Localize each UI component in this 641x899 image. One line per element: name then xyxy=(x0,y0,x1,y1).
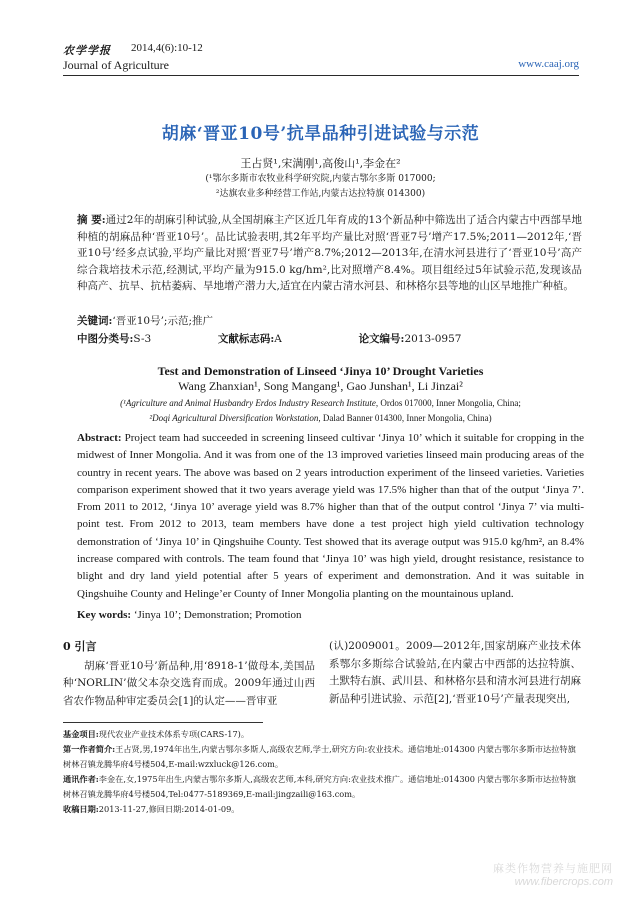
affiliation-en-1: (¹Agriculture and Animal Husbandry Erdos Industry Research Institute, Ordos 017000, Inner Mongolia, China; xyxy=(120,398,521,408)
doc-code-value: A xyxy=(274,333,282,345)
journal-issue: 2014,4(6):10-12 xyxy=(131,42,203,54)
journal-website-link[interactable]: www.caaj.org xyxy=(518,58,579,70)
footnote-divider xyxy=(63,722,263,723)
clc-value: S-3 xyxy=(133,333,152,345)
watermark xyxy=(453,860,613,888)
abstract-en-label: Abstract: xyxy=(77,432,122,444)
paper-id-label: 论文编号: xyxy=(358,333,405,345)
intro-paragraph-left: 胡麻‘晋亚10号’新品种,用‘8918-1’做母本,美国品种‘NORLIN’做父本杂交选育而成。2009年通过山西省农作物品种审定委员会[1]的认定——晋审亚 xyxy=(63,659,315,707)
keywords-cn xyxy=(77,313,582,328)
keywords-cn-text: ‘晋亚10号’;示范;推广 xyxy=(112,315,214,327)
paper-id-value: 2013-0957 xyxy=(404,333,462,345)
abstract-en-text: Project team had succeeded in screening linseed cultivar ‘Jinya 10’ which it suitable for cropping in the midwest of Inner Mongolia. And it was from one of the 13 improved varieties linseed main producing areas of the country in recent years. The above was based on 2 years introduction experiment of the linseed varieties. Varieties comparison experiment showed that it two years average yield was 17.5% higher than that of the output ‘Jinya 7’. From 2011 to 2012, ‘Jinya 10’ average yield was 8.7% higher than that of the output control ‘Jinya 7’ via multi-point test. From 2012 to 2013, team members have done a test project high yield cultivation technology demonstration of ‘Jinya 10’ in Qingshuihe County. Test showed that its average output was 915.0 kg/hm², an 8.4% increase compared with controls. The team found that ‘Jinya 10’ was high yield, drought resistance, resistance to blight and dry land yield potential after 5 years of experiment and demonstration. And it was suitable in Qingshuihe County and Helinge’er County of Inner Mongolia planting on the mountainous upland. xyxy=(77,432,584,600)
header-divider xyxy=(63,75,579,76)
watermark-site-name: 麻类作物营养与施肥网 xyxy=(493,862,613,875)
journal-name-cn: 农学学报 xyxy=(63,44,111,57)
abstract-cn-label: 摘 要: xyxy=(77,214,106,226)
paper-title-en: Test and Demonstration of Linseed ‘Jinya 10’ Drought Varieties xyxy=(157,364,484,378)
journal-header xyxy=(63,42,579,76)
body-column-left xyxy=(63,638,315,710)
watermark-url: www.fibercrops.com xyxy=(514,876,613,888)
abstract-cn-text: 通过2年的胡麻引种试验,从全国胡麻主产区近几年育成的13个新品种中筛选出了适合内蒙古中西部旱地种植的胡麻品种‘晋亚10号’。品比试验表明,其2年平均产量比对照‘晋亚7号’增产17.5%;2011—2012年,‘晋亚10号’经多点试验,平均产量比对照‘晋亚7号’增产8.7%;2012—2013年,在清水河县进行了‘晋亚10号’高产综合栽培技术示范,经测试,平均产量为915.0 kg/hm²,比对照增产8.4%。项目组经过5年试验示范,发现该品种高产、抗旱、抗枯萎病、旱地增产潜力大,适宜在内蒙古清水河县、和林格尔县等地的山区旱地推广种植。 xyxy=(77,214,582,292)
keywords-en-label: Key words: xyxy=(77,609,132,621)
abstract-en xyxy=(77,430,584,603)
intro-paragraph-right: (认)2009001。2009—2012年,国家胡麻产业技术体系鄂尔多斯综合试验站,在内蒙古中西部的达拉特旗、土默特右旗、武川县、和林格尔县和清水河县进行胡麻新品种引进试验、示范[2],‘晋亚10号’产量表现突出, xyxy=(329,640,581,705)
clc-label: 中图分类号: xyxy=(77,333,134,345)
affiliation-cn-2: ²达旗农业多种经营工作站,内蒙古达拉特旗 014300) xyxy=(215,189,426,199)
classification-line xyxy=(77,331,461,346)
footnote-funding: 基金项目:现代农业产业技术体系专项(CARS-17)。 xyxy=(63,729,250,739)
authors-cn: 王占贤¹,宋满刚¹,高俊山¹,李金在² xyxy=(240,157,401,170)
affiliation-cn-1: (¹鄂尔多斯市农牧业科学研究院,内蒙古鄂尔多斯 017000; xyxy=(205,174,436,184)
footnote-dates: 收稿日期:2013-11-27,修回日期:2014-01-09。 xyxy=(63,804,240,814)
paper-title-cn: 胡麻‘晋亚10号’抗旱品种引进试验与示范 xyxy=(161,124,480,144)
keywords-en xyxy=(77,609,302,621)
authors-en: Wang Zhanxian¹, Song Mangang¹, Gao Junshan¹, Li Jinzai² xyxy=(178,379,463,393)
footnote-first-author: 第一作者简介:王占贤,男,1974年出生,内蒙古鄂尔多斯人,高级农艺师,学士,研究方向:农业技术。通信地址:014300 内蒙古鄂尔多斯市达拉特旗树林召镇龙腾华府4号楼504,E-mail:wzxluck@126.com。 xyxy=(63,744,576,769)
journal-name-en: Journal of Agriculture xyxy=(63,58,169,72)
body-column-right xyxy=(329,638,581,708)
doc-code-label: 文献标志码: xyxy=(217,333,275,345)
section-heading-intro: 0 引言 xyxy=(63,640,97,653)
affiliation-en-2: ²Doqi Agricultural Diversification Workstation, Dalad Banner 014300, Inner Mongolia, China) xyxy=(149,413,492,423)
keywords-cn-label: 关键词: xyxy=(77,315,113,327)
abstract-cn xyxy=(77,212,582,295)
footnote-corresponding-author: 通讯作者:李金在,女,1975年出生,内蒙古鄂尔多斯人,高级农艺师,本科,研究方向:农业技术推广。通信地址:014300 内蒙古鄂尔多斯市达拉特旗树林召镇龙腾华府4号楼504,Tel:0477-5189369,E-mail:jingzaili@163.com。 xyxy=(63,774,576,799)
keywords-en-text: ‘Jinya 10’; Demonstration; Promotion xyxy=(131,609,302,621)
